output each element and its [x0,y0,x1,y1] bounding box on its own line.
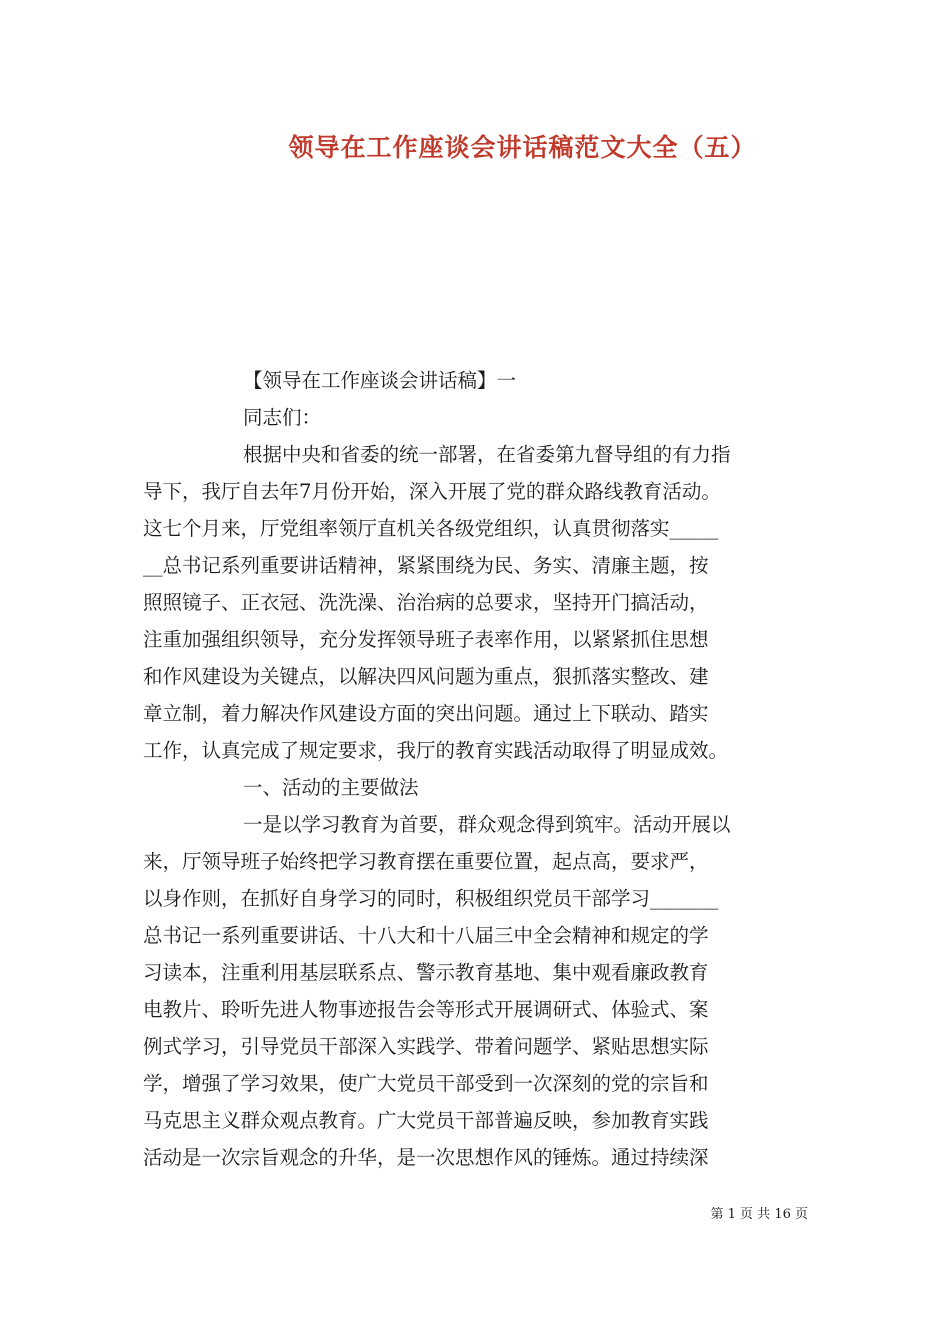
text-line: 例式学习，引导党员干部深入实践学、带着问题学、紧贴思想实际 [143,1035,709,1058]
text-line: 学，增强了学习效果，使广大党员干部受到一次深刻的党的宗旨和 [143,1072,709,1095]
text-line: 根据中央和省委的统一部署，在省委第九督导组的有力指 [243,443,731,466]
text-line: 总书记一系列重要讲话、十八大和十八届三中全会精神和规定的学 [143,924,709,947]
text-line: 电教片、聆听先进人物事迹报告会等形式开展调研式、体验式、案 [143,998,709,1021]
text-line: 马克思主义群众观点教育。广大党员干部普遍反映，参加教育实践 [143,1109,709,1132]
document-title: 领导在工作座谈会讲话稿范文大全（五） [288,133,757,162]
text-line: __总书记系列重要讲话精神，紧紧围绕为民、务实、清廉主题，按 [143,554,709,577]
section-heading: 一、活动的主要做法 [243,776,419,799]
text-line: 活动是一次宗旨观念的升华，是一次思想作风的锤炼。通过持续深 [143,1146,709,1169]
text-line: 来，厅领导班子始终把学习教育摆在重要位置，起点高，要求严， [143,850,709,873]
text-line: 照照镜子、正衣冠、洗洗澡、治治病的总要求，坚持开门搞活动， [143,591,709,614]
text-line: 习读本，注重利用基层联系点、警示教育基地、集中观看廉政教育 [143,961,709,984]
text-line: 一是以学习教育为首要，群众观念得到筑牢。活动开展以 [243,813,731,836]
text-line: 章立制，着力解决作风建设方面的突出问题。通过上下联动、踏实 [143,702,709,725]
text-line: 以身作则，在抓好自身学习的同时，积极组织党员干部学习_______ [143,887,719,910]
page-number: 第 1 页 共 16 页 [710,1207,808,1222]
text-line: 工作，认真完成了规定要求，我厅的教育实践活动取得了明显成效。 [143,739,729,762]
text-line: 导下，我厅自去年7月份开始，深入开展了党的群众路线教育活动。 [143,480,721,503]
text-line: 同志们： [243,406,322,429]
text-line: 【领导在工作座谈会讲话稿】一 [243,369,517,392]
document-body [143,362,808,1176]
text-line: 注重加强组织领导，充分发挥领导班子表率作用，以紧紧抓住思想 [143,628,709,651]
text-line: 这七个月来，厅党组率领厅直机关各级党组织，认真贯彻落实_____ [143,517,719,540]
text-line: 和作风建设为关键点，以解决四风问题为重点，狠抓落实整改、建 [143,665,709,688]
